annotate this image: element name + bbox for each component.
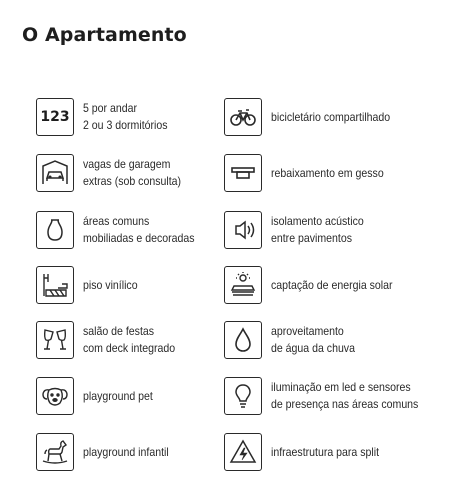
feature-label-line1: isolamento acústico bbox=[271, 214, 364, 228]
feature-item bbox=[36, 377, 246, 417]
feature-label-line1: 5 por andar bbox=[83, 101, 138, 115]
feature-label-line1: vagas de garagem bbox=[83, 157, 171, 171]
feature-item bbox=[36, 154, 246, 194]
feature-label-line1: salão de festas bbox=[83, 324, 155, 338]
feature-label-line2: 2 ou 3 dormitórios bbox=[83, 118, 168, 132]
feature-label-line1: bicicletário compartilhado bbox=[271, 109, 391, 124]
feature-label-line1: piso vinílico bbox=[83, 277, 138, 292]
feature-item bbox=[224, 211, 434, 251]
ceiling-lowering-icon bbox=[224, 154, 262, 192]
feature-label-line2: mobiliadas e decoradas bbox=[83, 231, 195, 245]
water-drop-icon bbox=[224, 321, 262, 359]
feature-item bbox=[224, 377, 434, 417]
feature-item bbox=[224, 266, 434, 306]
feature-item bbox=[36, 211, 246, 251]
feature-label-line1: infraestrutura para split bbox=[271, 444, 380, 459]
page-title: O Apartamento bbox=[22, 24, 187, 46]
feature-label-line2: de água da chuva bbox=[271, 341, 355, 355]
speaker-sound-icon bbox=[224, 211, 262, 249]
feature-item bbox=[36, 266, 246, 306]
feature-label-line1: iluminação em led e sensores bbox=[271, 380, 411, 394]
electric-warning-icon bbox=[224, 433, 262, 471]
feature-item bbox=[36, 433, 246, 473]
vase-icon bbox=[36, 211, 74, 249]
solar-panel-icon bbox=[224, 266, 262, 304]
feature-label-line2: de presença nas áreas comuns bbox=[271, 397, 419, 411]
feature-label-line2: entre pavimentos bbox=[271, 231, 353, 245]
feature-label-line1: áreas comuns bbox=[83, 214, 150, 228]
feature-label-line2: com deck integrado bbox=[83, 341, 176, 355]
dog-face-icon bbox=[36, 377, 74, 415]
feature-label-line1: aproveitamento bbox=[271, 324, 344, 338]
feature-label-line1: rebaixamento em gesso bbox=[271, 165, 384, 180]
feature-label-line2: extras (sob consulta) bbox=[83, 174, 182, 188]
feature-item bbox=[36, 321, 246, 361]
number-123-icon: 123 bbox=[36, 98, 74, 136]
feature-item bbox=[224, 154, 434, 194]
feature-label-line1: captação de energia solar bbox=[271, 277, 393, 292]
feature-item bbox=[224, 321, 434, 361]
light-bulb-icon bbox=[224, 377, 262, 415]
bicycle-icon bbox=[224, 98, 262, 136]
garage-car-icon bbox=[36, 154, 74, 192]
vinyl-floor-icon bbox=[36, 266, 74, 304]
feature-item bbox=[224, 433, 434, 473]
feature-item bbox=[224, 98, 434, 138]
feature-label-line1: playground infantil bbox=[83, 444, 169, 459]
champagne-glasses-icon bbox=[36, 321, 74, 359]
feature-item bbox=[36, 98, 246, 138]
rocking-horse-icon bbox=[36, 433, 74, 471]
feature-label-line1: playground pet bbox=[83, 388, 153, 403]
